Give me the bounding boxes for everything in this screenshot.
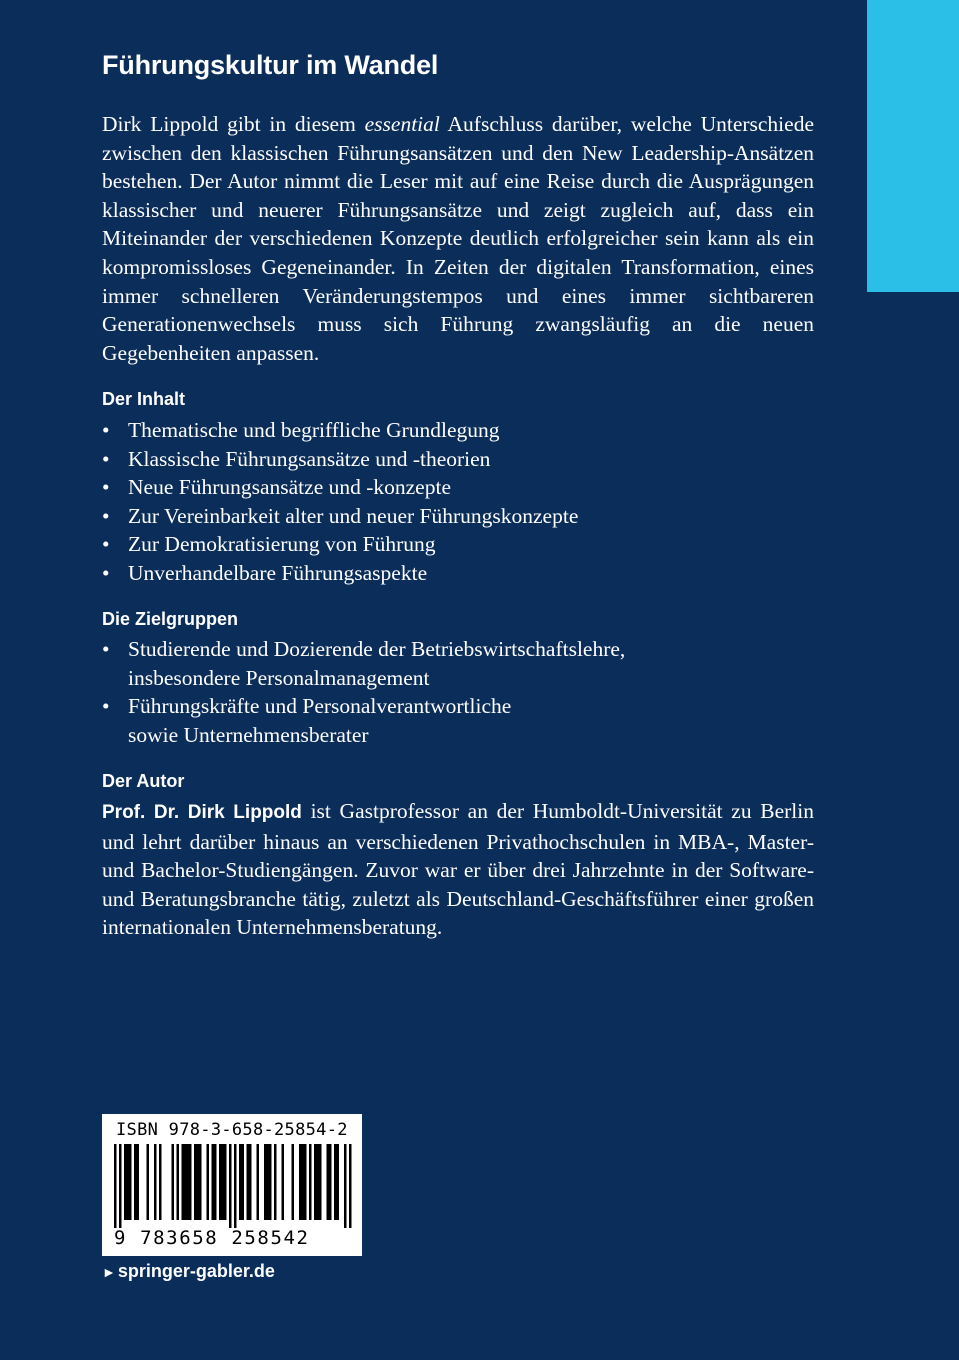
barcode-bar xyxy=(159,1144,162,1220)
barcode-bar xyxy=(257,1144,260,1220)
barcode-bar xyxy=(329,1144,332,1220)
bullet-icon: • xyxy=(102,637,110,661)
barcode-bar xyxy=(172,1144,175,1220)
barcode-bar xyxy=(189,1144,192,1220)
barcode-bar xyxy=(222,1144,225,1220)
bullet-icon: • xyxy=(102,503,110,528)
barcode-bar xyxy=(134,1144,137,1220)
barcode-bar xyxy=(229,1144,232,1228)
barcode-bar xyxy=(214,1144,217,1220)
barcode-bar xyxy=(147,1144,150,1220)
author-name: Prof. Dr. Dirk Lippold xyxy=(102,802,302,823)
barcode-bar xyxy=(234,1144,237,1228)
blurb-paragraph xyxy=(102,110,814,367)
barcode-bar xyxy=(334,1144,337,1220)
bullet-icon: • xyxy=(102,475,110,500)
accent-bar xyxy=(867,0,959,292)
barcode-bar xyxy=(137,1144,140,1220)
blurb-part-1: Dirk Lippold gibt in diesem xyxy=(102,112,365,136)
publisher-url: springer-gabler.de xyxy=(117,1261,275,1281)
barcode-bar xyxy=(194,1144,197,1220)
barcode-bar xyxy=(337,1144,340,1220)
bullet-icon: • xyxy=(102,418,110,442)
list-item: • Unverhandelbare Führungsaspekte xyxy=(102,559,822,588)
barcode-bar xyxy=(242,1144,245,1220)
author-bio xyxy=(102,797,814,942)
barcode-bar xyxy=(264,1144,267,1220)
barcode-bar xyxy=(219,1144,222,1220)
publisher-link[interactable] xyxy=(102,1261,275,1282)
barcode-bar xyxy=(344,1144,347,1228)
barcode-bar xyxy=(119,1144,122,1228)
barcode-bar xyxy=(267,1144,270,1220)
bullet-icon: • xyxy=(102,532,110,557)
barcode-bar xyxy=(249,1144,252,1220)
barcode-bar xyxy=(304,1144,307,1220)
barcode-bar xyxy=(127,1144,130,1220)
ean-digits: 9 783658 258542 xyxy=(114,1227,310,1249)
barcode-bar xyxy=(154,1144,157,1220)
barcode-icon xyxy=(112,1144,352,1228)
list-item: • Neue Führungsansätze und -konzepte xyxy=(102,473,822,502)
barcode-bar xyxy=(187,1144,190,1220)
barcode-bar xyxy=(299,1144,302,1220)
barcode-bar xyxy=(199,1144,202,1220)
barcode-bar xyxy=(247,1144,250,1220)
author-bio-text: ist Gastprofessor an der Humboldt-Universität zu Berlin und lehrt darüber hinaus an verschiedenen Privathochschulen in MBA-, Master- und Bachelor-Studiengängen. Zuvor war er über drei Jahrzehnte in der Software- und Beratungsbranche tätig, zuletzt als Deutschland-Geschäftsführer einer großen internationalen Unternehmensberatung. xyxy=(102,799,814,940)
bullet-icon: • xyxy=(102,694,110,719)
list-item: • Klassische Führungsansätze und -theorien xyxy=(102,445,822,474)
barcode-bar xyxy=(184,1144,187,1220)
contents-list xyxy=(102,416,822,588)
barcode-bar xyxy=(319,1144,322,1220)
list-item: • Thematische und begriffliche Grundlegung xyxy=(102,416,822,445)
barcode-bar xyxy=(274,1144,277,1220)
barcode-bar xyxy=(197,1144,200,1220)
barcode-bar xyxy=(292,1144,295,1220)
list-item: • Zur Demokratisierung von Führung xyxy=(102,530,822,559)
play-arrow-icon: ► xyxy=(102,1264,116,1280)
barcode-bar xyxy=(124,1144,127,1220)
barcode-bar xyxy=(129,1144,132,1220)
isbn-label: ISBN 978-3-658-25854-2 xyxy=(116,1120,348,1140)
barcode-bar xyxy=(239,1144,242,1220)
contents-heading: Der Inhalt xyxy=(102,389,186,409)
isbn-barcode-box xyxy=(102,1114,362,1256)
audience-list xyxy=(102,635,822,749)
author-heading: Der Autor xyxy=(102,771,185,791)
barcode-bar xyxy=(177,1144,180,1220)
barcode-bar xyxy=(207,1144,210,1220)
bullet-icon: • xyxy=(102,446,110,471)
barcode-bar xyxy=(327,1144,330,1220)
list-item: • Studierende und Dozierende der Betriebswirtschaftslehre, insbesondere Personalmanagement xyxy=(102,637,626,690)
barcode-bar xyxy=(309,1144,312,1220)
barcode-bar xyxy=(114,1144,117,1228)
barcode-bar xyxy=(349,1144,352,1228)
audience-heading: Die Zielgruppen xyxy=(102,609,239,629)
blurb-emphasis: essential xyxy=(364,112,440,136)
barcode-bar xyxy=(282,1144,285,1220)
book-title: Führungskultur im Wandel xyxy=(102,50,439,80)
barcode-bar xyxy=(302,1144,305,1220)
barcode-bar xyxy=(212,1144,215,1220)
barcode-bar xyxy=(317,1144,320,1220)
blurb-part-2: Aufschluss darüber, welche Unterschiede zwischen den klassischen Führungsansätzen und den New Leadership-Ansätzen bestehen. Der Autor nimmt die Leser mit auf eine Reise durch die Ausprägungen klassischer und neuerer Führungsansätze und zeigt zugleich auf, dass ein Miteinander der verschiedenen Konzepte deutlich erfolgreicher sein kann als ein kompromissloses Gegeneinander. In Zeiten der digitalen Transformation, eines immer schnelleren Veränderungstempos und eines immer sichtbareren Generationenwechsels muss sich Führung zwangsläufig an die neuen Gegebenheiten anpassen. xyxy=(102,112,814,365)
list-item: • Führungskräfte und Personalverantwortliche sowie Unternehmensberater xyxy=(102,694,512,747)
barcode-bar xyxy=(182,1144,185,1220)
list-item: • Zur Vereinbarkeit alter und neuer Führungskonzepte xyxy=(102,502,822,531)
barcode-bar xyxy=(269,1144,272,1220)
bullet-icon: • xyxy=(102,560,110,585)
barcode-bar xyxy=(314,1144,317,1220)
barcode-bar xyxy=(224,1144,227,1220)
